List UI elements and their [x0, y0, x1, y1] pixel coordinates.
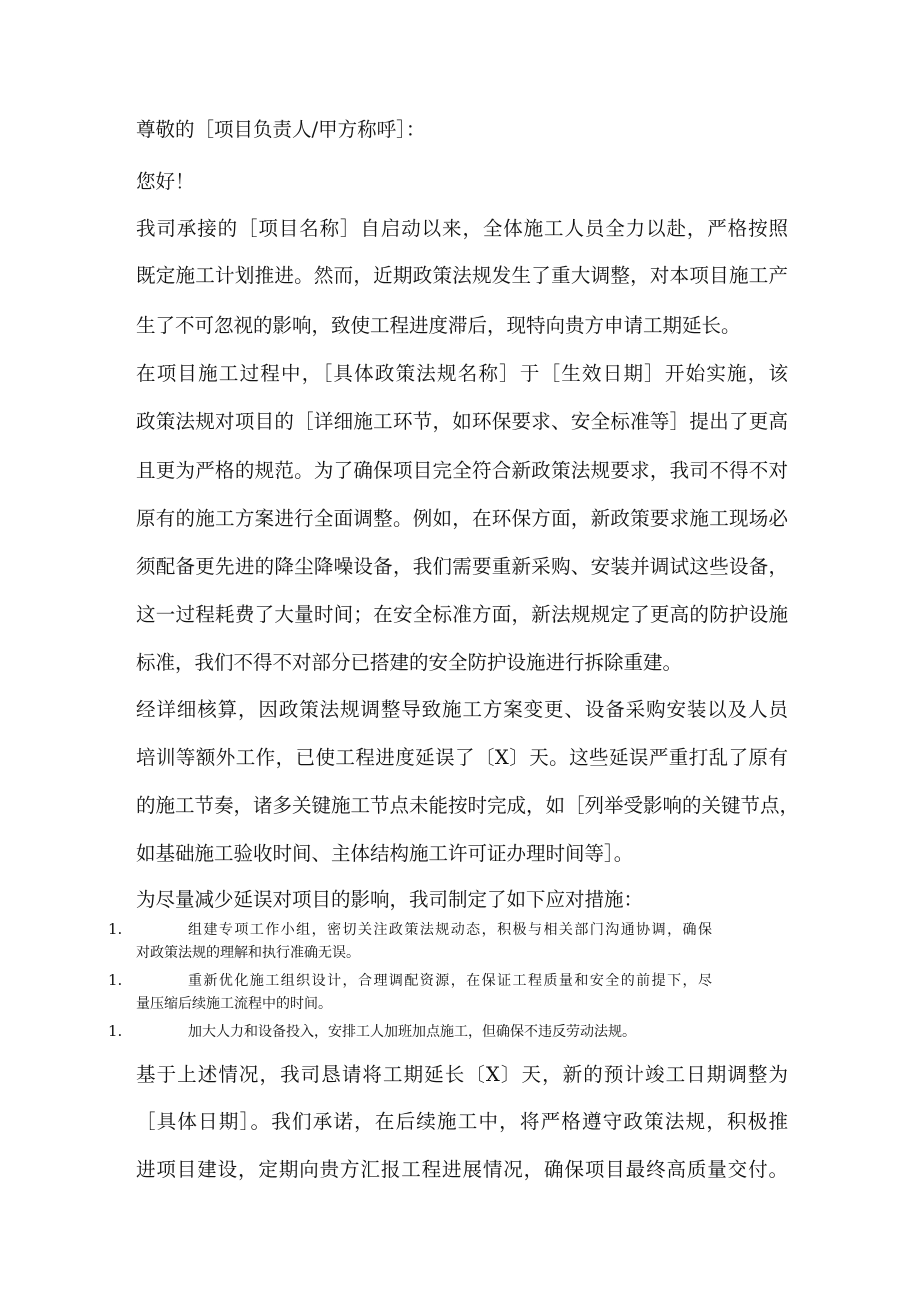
list-item-line: 组建专项工作小组，密切关注政策法规动态，积极与相关部门沟通协调，确保: [188, 922, 712, 938]
list-number: 1.: [108, 1022, 123, 1040]
paragraph-4-line: ［具体日期］。我们承诺，在后续施工中，将严格遵守政策法规，积极推: [136, 1110, 788, 1133]
paragraph-1-line: 既定施工计划推进。然而，近期政策法规发生了重大调整，对本项目施工产: [136, 264, 788, 287]
paragraph-1-line: 生了不可忽视的影响，致使工程进度滞后，现特向贵方申请工期延长。: [136, 314, 741, 337]
list-item-line: 量压缩后续施工流程中的时间。: [136, 996, 332, 1012]
paragraph-2-line: 政策法规对项目的［详细施工环节，如环保要求、安全标准等］提出了更高: [136, 410, 788, 433]
paragraph-3-line: 经详细核算，因政策法规调整导致施工方案变更、设备采购安装以及人员: [136, 698, 788, 721]
list-number: 1.: [108, 971, 123, 989]
list-number: 1.: [108, 920, 123, 938]
paragraph-4-line: 进项目建设，定期向贵方汇报工程进展情况，确保项目最终高质量交付。: [136, 1158, 788, 1181]
paragraph-2-line: 且更为严格的规范。为了确保项目完全符合新政策法规要求，我司不得不对: [136, 459, 788, 482]
greeting: 您好！: [136, 170, 195, 193]
list-item-line: 加大人力和设备投入，安排工人加班加点施工，但确保不违反劳动法规。: [188, 1024, 636, 1040]
list-item-line: 重新优化施工组织设计，合理调配资源，在保证工程质量和安全的前提下，尽: [188, 973, 712, 989]
paragraph-3-line: 培训等额外工作，已使工程进度延误了〔X〕天。这些延误严重打乱了原有: [136, 746, 788, 769]
measures-intro: 为尽量减少延误对项目的影响，我司制定了如下应对措施：: [136, 888, 644, 911]
paragraph-3-line: 如基础施工验收时间、主体结构施工许可证办理时间等］。: [136, 842, 634, 865]
paragraph-2-line: 标准，我们不得不对部分已搭建的安全防护设施进行拆除重建。: [136, 651, 683, 674]
paragraph-4-line: 基于上述情况，我司恳请将工期延长〔X〕天，新的预计竣工日期调整为: [136, 1063, 788, 1086]
paragraph-1-line: 我司承接的［项目名称］自启动以来，全体施工人员全力以赴，严格按照: [136, 217, 788, 240]
paragraph-2-line: 原有的施工方案进行全面调整。例如，在环保方面，新政策要求施工现场必: [136, 507, 788, 530]
list-item-line: 对政策法规的理解和执行准确无误。: [136, 945, 360, 961]
paragraph-2-line: 须配备更先进的降尘降噪设备，我们需要重新采购、安装并调试这些设备，: [136, 555, 788, 578]
paragraph-3-line: 的施工节奏，诸多关键施工节点未能按时完成，如［列举受影响的关键节点，: [136, 794, 800, 817]
paragraph-2-line: 这一过程耗费了大量时间；在安全标准方面，新法规规定了更高的防护设施: [136, 603, 788, 626]
paragraph-2-line: 在项目施工过程中，［具体政策法规名称］于［生效日期］开始实施，该: [136, 362, 788, 385]
salutation: 尊敬的［项目负责人/甲方称呼］：: [136, 118, 426, 141]
